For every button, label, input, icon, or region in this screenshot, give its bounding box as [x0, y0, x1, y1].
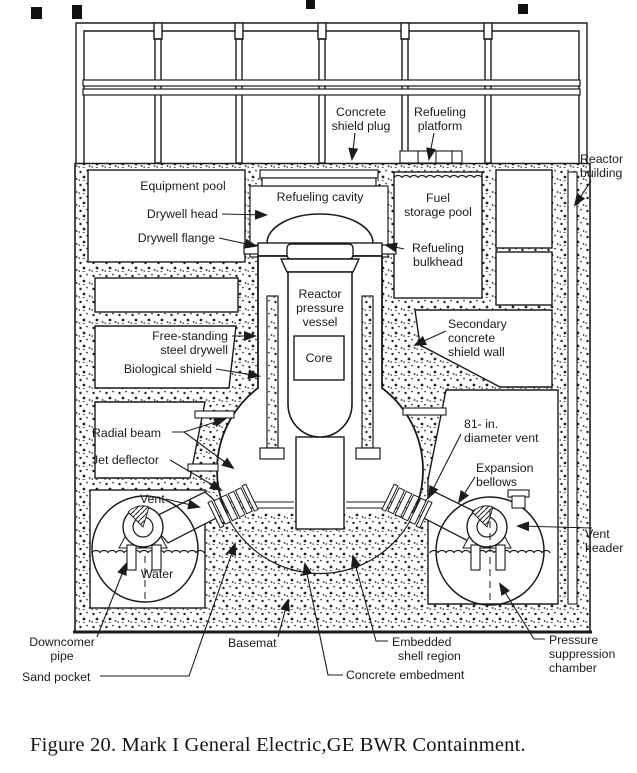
concrete-shield-plug-slab [260, 170, 378, 178]
label-pressure-suppression-chamber: Pressure [549, 633, 599, 647]
label-secondary-concrete-shield-wall: shield wall [448, 345, 505, 359]
downcomer-leg [496, 545, 505, 570]
label-sand-pocket: Sand pocket [22, 670, 91, 684]
label-basemat: Basemat [228, 636, 277, 650]
downcomer-leg [127, 545, 136, 570]
label-vent-header: header [585, 541, 624, 555]
label-reactor-pressure-vessel: vessel [302, 315, 338, 329]
label-refueling-bulkhead: bulkhead [413, 255, 463, 269]
left-room-2 [95, 278, 238, 312]
label-expansion-bellows: bellows [476, 475, 518, 489]
concrete-shield-plug-slab [262, 178, 376, 186]
label-reactor-pressure-vessel: pressure [296, 301, 344, 315]
label-concrete-embedment: Concrete embedment [346, 668, 465, 682]
label-pressure-suppression-chamber: chamber [549, 661, 597, 675]
label-secondary-concrete-shield-wall: concrete [448, 331, 496, 345]
label-downcomer-pipe: Downcomer [29, 635, 95, 649]
label-embedded-shell-region: Embedded [392, 635, 452, 649]
label-biological-shield: Biological shield [123, 362, 212, 376]
right-room-2 [496, 252, 552, 305]
label-reactor-building: Reactor [580, 152, 624, 166]
label-core: Core [305, 351, 333, 365]
figure-caption: Figure 20. Mark I General Electric,GE BWR Containment. [30, 734, 526, 756]
label-refueling-cavity: Refueling cavity [276, 190, 364, 204]
right-room-1 [496, 170, 552, 248]
label-secondary-concrete-shield-wall: Secondary [448, 317, 507, 331]
label-expansion-bellows: Expansion [476, 461, 534, 475]
label-reactor-building: building [580, 166, 623, 180]
label-equipment-pool: Equipment pool [140, 179, 226, 193]
label-water: Water [140, 567, 174, 581]
label-concrete-shield-plug: shield plug [331, 119, 391, 133]
rpv-pedestal [296, 437, 344, 529]
label-fuel-storage-pool: Fuel [426, 191, 450, 205]
label-drywell-flange: Drywell flange [137, 231, 215, 245]
label-radial-beam: Radial beam [92, 426, 162, 440]
label-free-standing-steel-drywell: steel drywell [160, 343, 228, 357]
label-reactor-pressure-vessel: Reactor [298, 287, 342, 301]
label-vent: Vent [140, 492, 165, 506]
reactor-pressure-vessel [281, 244, 359, 437]
label-vent-header: Vent [585, 527, 610, 541]
torus-nozzle [512, 496, 525, 508]
label-free-standing-steel-drywell: Free-standing [152, 329, 228, 343]
refueling-platform-structure [400, 151, 462, 163]
label-embedded-shell-region: shell region [398, 649, 461, 663]
label-refueling-bulkhead: Refueling [412, 241, 464, 255]
label-pressure-suppression-chamber: suppression [549, 647, 616, 661]
wall-gap [568, 172, 577, 604]
label-concrete-shield-plug: Concrete [336, 105, 386, 119]
rpv-flange [281, 259, 359, 272]
downcomer-leg [471, 545, 480, 570]
label-81in-diameter-vent: diameter vent [464, 431, 539, 445]
label-refueling-platform: platform [417, 119, 463, 133]
label-downcomer-pipe: pipe [50, 649, 74, 663]
label-jet-deflector: Jet deflector [92, 453, 159, 467]
label-81in-diameter-vent: 81- in. [464, 417, 499, 431]
rpv-head [287, 244, 353, 259]
label-refueling-platform: Refueling [414, 105, 466, 119]
label-drywell-head: Drywell head [146, 207, 218, 221]
label-fuel-storage-pool: storage pool [404, 205, 472, 219]
